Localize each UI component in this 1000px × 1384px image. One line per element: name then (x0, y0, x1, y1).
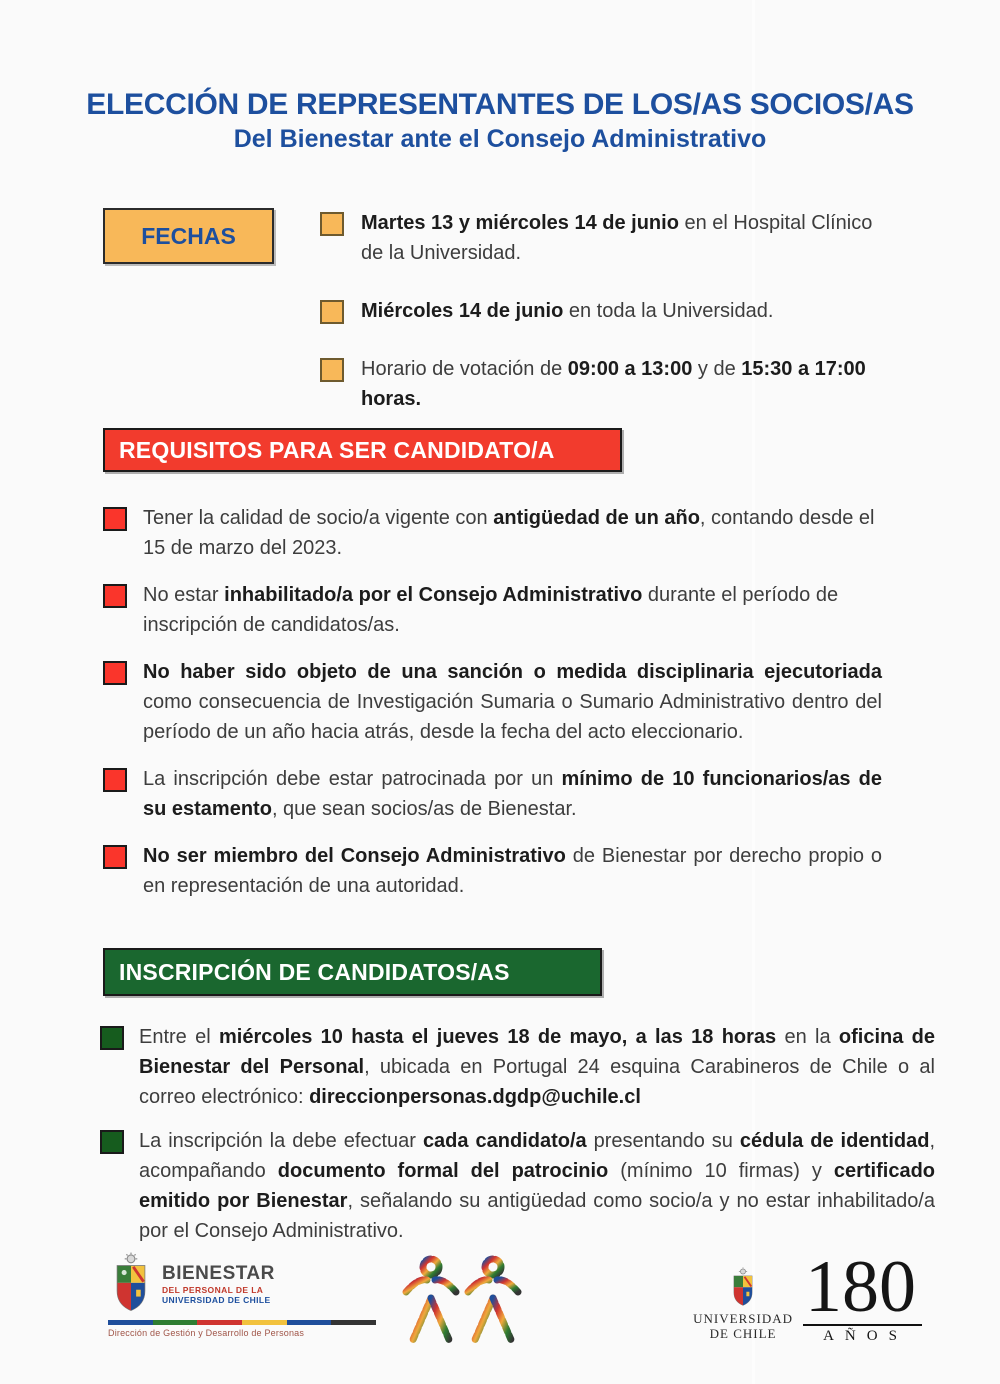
orange-square-bullet-icon (320, 358, 344, 382)
footer (108, 1246, 922, 1350)
requisito-item (103, 657, 882, 747)
bienestar-logo-top (108, 1252, 376, 1316)
bienestar-logo-sub1: DEL PERSONAL DE LA (162, 1285, 264, 1295)
title-line-2: Del Bienestar ante el Consejo Administrativo (233, 125, 767, 153)
inscripcion-item-text: Entre el miércoles 10 hasta el jueves 18 de mayo, a las 18 horas en la oficina de Bienestar del Personal, ubicada en Portugal 24 esquina Carabineros de Chile o al correo electrónico: direccionpersonas.dgdp@uchile.cl (139, 1026, 936, 1108)
requisito-item-text: No haber sido objeto de una sanción o medida disciplinaria ejecutoriada como consecuencia de Investigación Sumaria o Sumario Administrativo dentro del período de un año hacia atrás, desde la fecha del acto eleccionario. (143, 661, 882, 743)
red-square-bullet-icon (103, 845, 127, 869)
uchile-logo-name (693, 1311, 793, 1341)
orange-square-bullet-icon (320, 300, 344, 324)
uchile-logo-left (693, 1267, 793, 1345)
bienestar-logo-color-bar (108, 1320, 376, 1325)
requisito-item (103, 841, 882, 901)
fechas-label: FECHAS (141, 222, 236, 249)
red-square-bullet-icon (103, 507, 127, 531)
fecha-item (320, 354, 885, 414)
bienestar-logo-sub2: UNIVERSIDAD DE CHILE (162, 1295, 271, 1305)
requisito-item-text: Tener la calidad de socio/a vigente con antigüedad de un año, contando desde el 15 de marzo del 2023. (143, 507, 875, 559)
fecha-item (320, 208, 885, 268)
fechas-list (320, 208, 885, 442)
requisito-item-text: No estar inhabilitado/a por el Consejo Administrativo durante el período de inscripción de candidatos/as. (143, 584, 839, 636)
uchile-180-logo (693, 1246, 922, 1345)
requisitos-banner (103, 428, 622, 472)
anniversary-label: AÑOS (823, 1328, 908, 1344)
requisitos-heading: REQUISITOS PARA SER CANDIDATO/A (119, 436, 555, 463)
inscripcion-heading: INSCRIPCIÓN DE CANDIDATOS/AS (119, 958, 510, 985)
uchile-180-block (803, 1246, 922, 1345)
requisito-item-text: La inscripción debe estar patrocinada por un mínimo de 10 funcionarios/as de su estamento, que sean socios/as de Bienestar. (143, 768, 882, 820)
fecha-item (320, 296, 885, 326)
inscripcion-banner (103, 948, 602, 996)
green-square-bullet-icon (100, 1026, 124, 1050)
inscripcion-item (100, 1022, 935, 1112)
uchile-shield-icon (728, 1267, 758, 1309)
requisito-item (103, 764, 882, 824)
uchile-shield-icon (108, 1252, 154, 1316)
fecha-item-text: Horario de votación de 09:00 a 13:00 y de 15:30 a 17:00 horas. (361, 358, 866, 410)
title-line-1: ELECCIÓN DE REPRESENTANTES DE LOS/AS SOCIOS/AS (86, 88, 914, 121)
anniversary-number: 180 (803, 1252, 922, 1326)
requisitos-list (103, 503, 882, 918)
uchile-name-line2: DE CHILE (709, 1326, 777, 1341)
green-square-bullet-icon (100, 1130, 124, 1154)
page-title (0, 86, 1000, 155)
orange-square-bullet-icon (320, 212, 344, 236)
requisito-item (103, 580, 882, 640)
red-square-bullet-icon (103, 768, 127, 792)
fechas-label-box (103, 208, 274, 264)
mosaic-figures-icon (398, 1254, 526, 1350)
fecha-item-text: Martes 13 y miércoles 14 de junio en el Hospital Clínico de la Universidad. (361, 212, 873, 264)
inscripcion-item-text: La inscripción la debe efectuar cada candidato/a presentando su cédula de identidad, acompañando documento formal del patrocinio (mínimo 10 firmas) y certificado emitido por Bienestar, señalando su antigüedad como socio/a y no estar inhabilitado/a por el Consejo Administrativo. (139, 1130, 936, 1242)
bienestar-logo-text (162, 1263, 275, 1305)
requisito-item (103, 503, 882, 563)
inscripcion-item (100, 1126, 935, 1246)
bienestar-logo (108, 1252, 376, 1338)
red-square-bullet-icon (103, 584, 127, 608)
requisito-item-text: No ser miembro del Consejo Administrativo de Bienestar por derecho propio o en representación de una autoridad. (143, 845, 882, 897)
bienestar-logo-name: BIENESTAR (162, 1263, 275, 1284)
inscripcion-list (100, 1022, 935, 1260)
fechas-section (103, 208, 885, 442)
fecha-item-text: Miércoles 14 de junio en toda la Universidad. (361, 300, 774, 322)
uchile-name-line1: UNIVERSIDAD (693, 1311, 793, 1326)
red-square-bullet-icon (103, 661, 127, 685)
bienestar-logo-caption: Dirección de Gestión y Desarrollo de Personas (108, 1328, 305, 1338)
